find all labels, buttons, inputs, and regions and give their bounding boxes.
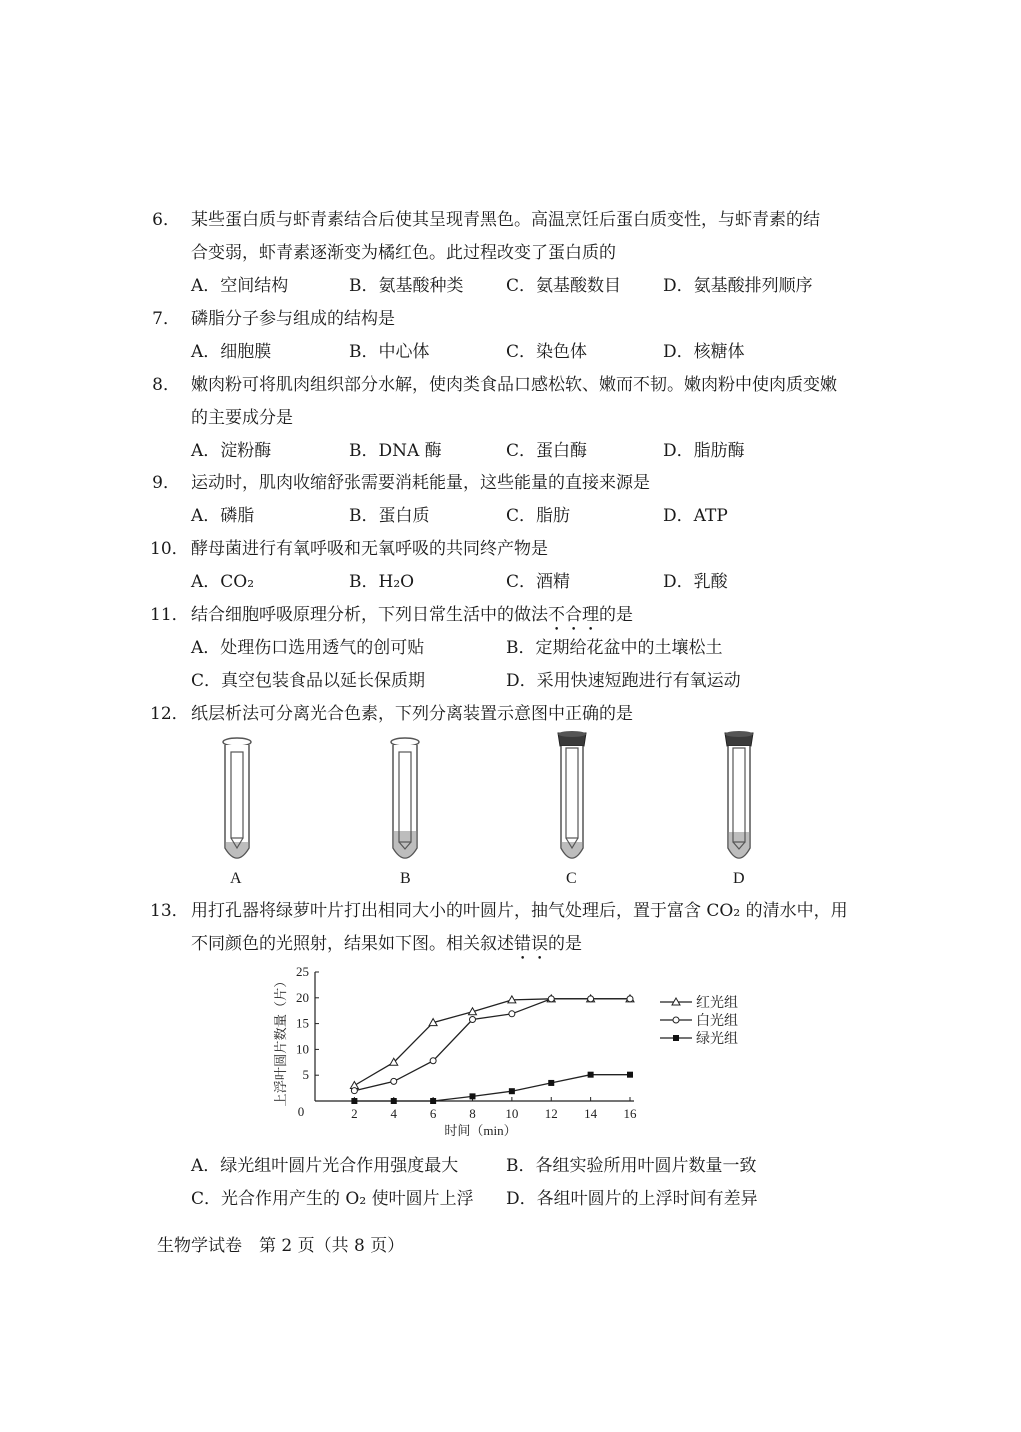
option-a: A．淀粉酶	[191, 441, 272, 461]
option-d: D．ATP	[663, 506, 728, 526]
legend-label: 白光组	[696, 1014, 738, 1029]
test-tube-c-icon	[550, 730, 594, 868]
data-point-square	[627, 1072, 633, 1078]
tube-label-a: A	[230, 870, 242, 887]
tube-label-d: D	[733, 870, 745, 887]
data-point-square	[470, 1093, 476, 1099]
data-point-square	[430, 1098, 436, 1104]
x-axis-label: 时间（min）	[444, 1123, 517, 1138]
option-c: C．染色体	[506, 342, 588, 362]
data-point-square	[588, 1072, 594, 1078]
option-c: C．氨基酸数目	[506, 276, 622, 296]
data-point-circle	[351, 1088, 357, 1094]
option-a: A．细胞膜	[191, 342, 272, 362]
question-stem-line: 酵母菌进行有氧呼吸和无氧呼吸的共同终产物是	[191, 539, 548, 559]
page-footer: 生物学试卷 第 2 页（共 8 页）	[157, 1236, 405, 1256]
y-axis-label: 上浮叶圆片数量（片）	[273, 976, 288, 1107]
data-point-circle	[588, 996, 594, 1002]
y-tick-label: 20	[296, 989, 309, 1005]
option-a: A．磷脂	[191, 506, 255, 526]
data-point-circle	[509, 1011, 515, 1017]
question-stem-line: 某些蛋白质与虾青素结合后使其呈现青黑色。高温烹饪后蛋白质变性，与虾青素的结	[191, 210, 820, 230]
data-point-square	[391, 1098, 397, 1104]
option-b: B．DNA 酶	[349, 441, 442, 461]
tube-label-c: C	[566, 870, 577, 887]
data-point-square	[351, 1098, 357, 1104]
option-c: C．酒精	[506, 572, 571, 592]
test-tube-b-icon	[383, 736, 427, 868]
stem-text: 的是	[599, 605, 633, 625]
option-b: B．中心体	[349, 342, 430, 362]
question-stem-line: 合变弱，虾青素逐渐变为橘红色。此过程改变了蛋白质的	[191, 243, 616, 263]
question-number: 11．	[150, 605, 189, 625]
question-stem-line: 的主要成分是	[191, 408, 293, 428]
x-tick-label: 8	[469, 1106, 476, 1121]
question-stem-line	[191, 600, 633, 635]
x-tick-label: 6	[429, 1106, 437, 1121]
option-d: D．采用快速短跑进行有氧运动	[506, 671, 741, 691]
y-tick-label: 5	[302, 1067, 309, 1083]
option-a: A．处理伤口选用透气的创可贴	[191, 638, 425, 658]
question-number: 10．	[150, 539, 189, 559]
option-d: D．各组叶圆片的上浮时间有差异	[506, 1189, 758, 1209]
data-point-square	[509, 1088, 515, 1094]
data-point-circle	[548, 996, 554, 1002]
emphasized-word: 错误	[514, 934, 548, 954]
x-tick-label: 16	[623, 1106, 637, 1121]
option-d: D．核糖体	[663, 342, 745, 362]
option-c: C．蛋白酶	[506, 441, 588, 461]
option-b: B．H₂O	[349, 572, 415, 592]
question-number: 6．	[152, 210, 180, 230]
question-stem-line: 磷脂分子参与组成的结构是	[191, 309, 395, 329]
x-tick-label: 14	[584, 1106, 598, 1121]
option-b: B．蛋白质	[349, 506, 430, 526]
line-chart	[260, 960, 780, 1150]
question-stem-line: 纸层析法可分离光合色素，下列分离装置示意图中正确的是	[191, 704, 633, 724]
stem-text: 不同颜色的光照射，结果如下图。相关叙述	[191, 934, 514, 954]
test-tube-a-icon	[215, 736, 259, 868]
option-a: A．CO₂	[191, 572, 255, 592]
x-tick-label: 2	[351, 1106, 358, 1121]
data-point-square	[548, 1080, 554, 1086]
option-d: D．乳酸	[663, 572, 728, 592]
legend-label: 红光组	[696, 996, 738, 1011]
data-point-circle	[470, 1016, 476, 1022]
data-point-circle	[391, 1078, 397, 1084]
option-d: D．氨基酸排列顺序	[663, 276, 813, 296]
option-b: B．各组实验所用叶圆片数量一致	[506, 1156, 757, 1176]
data-point-circle	[627, 996, 633, 1002]
option-b: B．定期给花盆中的土壤松土	[506, 638, 723, 658]
question-number: 12．	[150, 704, 189, 724]
x-tick-label: 4	[390, 1106, 397, 1121]
x-tick-label: 12	[544, 1106, 558, 1121]
question-stem-line: 嫩肉粉可将肌肉组织部分水解，使肉类食品口感松软、嫩而不韧。嫩肉粉中使肉质变嫩	[191, 375, 837, 395]
question-number: 13．	[150, 901, 189, 921]
legend-label: 绿光组	[696, 1032, 738, 1047]
stem-text: 的是	[548, 934, 582, 954]
x-tick-label: 0	[297, 1104, 305, 1119]
option-c: C．真空包装食品以延长保质期	[191, 671, 426, 691]
question-number: 9．	[152, 473, 180, 493]
option-a: A．绿光组叶圆片光合作用强度最大	[191, 1156, 459, 1176]
question-number: 7．	[152, 309, 180, 329]
question-number: 8．	[152, 375, 180, 395]
question-stem-line: 用打孔器将绿萝叶片打出相同大小的叶圆片，抽气处理后，置于富含 CO₂ 的清水中，用	[191, 901, 848, 921]
question-stem-line	[191, 929, 582, 964]
option-d: D．脂肪酶	[663, 441, 745, 461]
legend-marker-circle	[673, 1017, 679, 1023]
option-c: C．光合作用产生的 O₂ 使叶圆片上浮	[191, 1189, 474, 1209]
option-a: A．空间结构	[191, 276, 289, 296]
emphasized-word: 不合理	[548, 605, 599, 625]
y-tick-label: 25	[296, 964, 309, 979]
option-b: B．氨基酸种类	[349, 276, 464, 296]
option-c: C．脂肪	[506, 506, 571, 526]
y-tick-label: 15	[296, 1015, 309, 1031]
tube-label-b: B	[400, 870, 411, 887]
legend-marker-square	[673, 1035, 679, 1041]
y-tick-label: 10	[296, 1041, 309, 1057]
stem-text: 结合细胞呼吸原理分析，下列日常生活中的做法	[191, 605, 548, 625]
x-tick-label: 10	[505, 1106, 519, 1121]
data-point-circle	[430, 1058, 436, 1064]
question-stem-line: 运动时，肌肉收缩舒张需要消耗能量，这些能量的直接来源是	[191, 473, 650, 493]
test-tube-d-icon	[717, 730, 761, 868]
